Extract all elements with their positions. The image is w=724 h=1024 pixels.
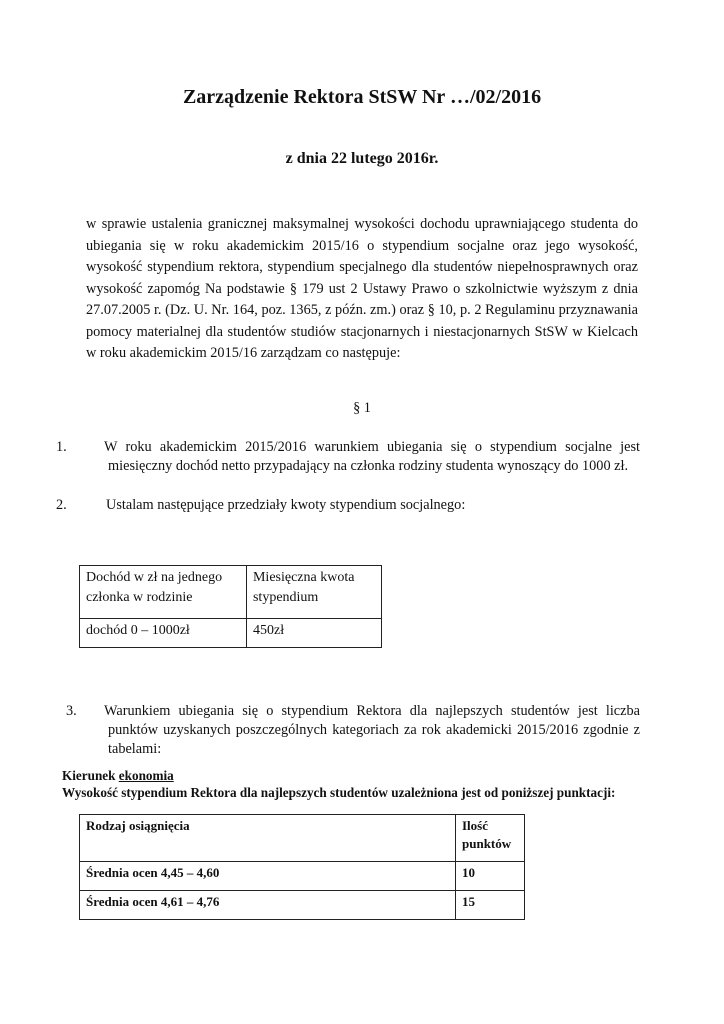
intro-paragraph: w sprawie ustalenia granicznej maksymalnej wysokości dochodu uprawniającego studenta do ubiegania się w roku akademickim 2015/16 o stypendium socjalne oraz jego wysokość, wysokość stypendium rektora, stypendium specjalnego dla studentów niepełnosprawnych oraz wysokość zapomóg Na podstawie § 179 ust 2 Ustawy Prawo o szkolnictwie wyższym z dnia 27.07.2005 r. (Dz. U. Nr. 164, poz. 1365, z późn. zm.) oraz § 10, p. 2 Regulaminu przyznawania pomocy materialnej dla studentów studiów stacjonarnych i niestacjonarnych StSW w Kielcach w roku akademickim 2015/16 zarządzam co następuje:	[86, 216, 638, 361]
field-of-study-name: ekonomia	[118, 768, 174, 783]
list-item-3	[66, 702, 640, 759]
table-row	[80, 619, 382, 648]
field-of-study-heading	[62, 768, 174, 784]
list-item-number: 2.	[56, 497, 67, 513]
table-row	[80, 891, 525, 920]
table-cell: 450zł	[246, 619, 381, 648]
table-header-row	[80, 566, 382, 619]
table-header-cell: Ilość punktów	[456, 815, 525, 862]
list-item-text: Warunkiem ubiegania się o stypendium Rektora dla najlepszych studentów jest liczba punktów uzyskanych poszczególnych kategoriach za rok akademicki 2015/2016 zgodnie z tabelami:	[104, 703, 640, 757]
list-item-number: 1.	[56, 439, 67, 455]
table-cell: 10	[456, 862, 525, 891]
points-heading: Wysokość stypendium Rektora dla najlepszych studentów uzależniona jest od poniższej punktacji:	[62, 785, 616, 800]
table-header-cell: Dochód w zł na jednego członka w rodzinie	[80, 566, 247, 619]
table-header-cell: Miesięczna kwota stypendium	[246, 566, 381, 619]
table-header-cell: Rodzaj osiągnięcia	[80, 815, 456, 862]
document-title: Zarządzenie Rektora StSW Nr …/02/2016	[182, 86, 542, 108]
table-header-row	[80, 815, 525, 862]
list-item-1	[56, 438, 640, 476]
table-cell: Średnia ocen 4,45 – 4,60	[80, 862, 456, 891]
table-row	[80, 862, 525, 891]
rector-points-table	[79, 814, 525, 920]
table-cell: Średnia ocen 4,61 – 4,76	[80, 891, 456, 920]
list-item-number: 3.	[66, 703, 77, 719]
field-of-study-label: Kierunek	[62, 768, 119, 783]
list-item-text: W roku akademickim 2015/2016 warunkiem ubiegania się o stypendium socjalne jest miesięczny dochód netto przypadający na członka rodziny studenta wynoszący do 1000 zł.	[104, 439, 640, 474]
table-cell: dochód 0 – 1000zł	[80, 619, 247, 648]
social-scholarship-table	[79, 565, 382, 648]
list-item-text: Ustalam następujące przedziały kwoty stypendium socjalnego:	[106, 497, 466, 513]
table-cell: 15	[456, 891, 525, 920]
document-date: z dnia 22 lutego 2016r.	[285, 150, 439, 167]
section-marker: § 1	[353, 400, 371, 416]
list-item-2	[56, 496, 640, 515]
